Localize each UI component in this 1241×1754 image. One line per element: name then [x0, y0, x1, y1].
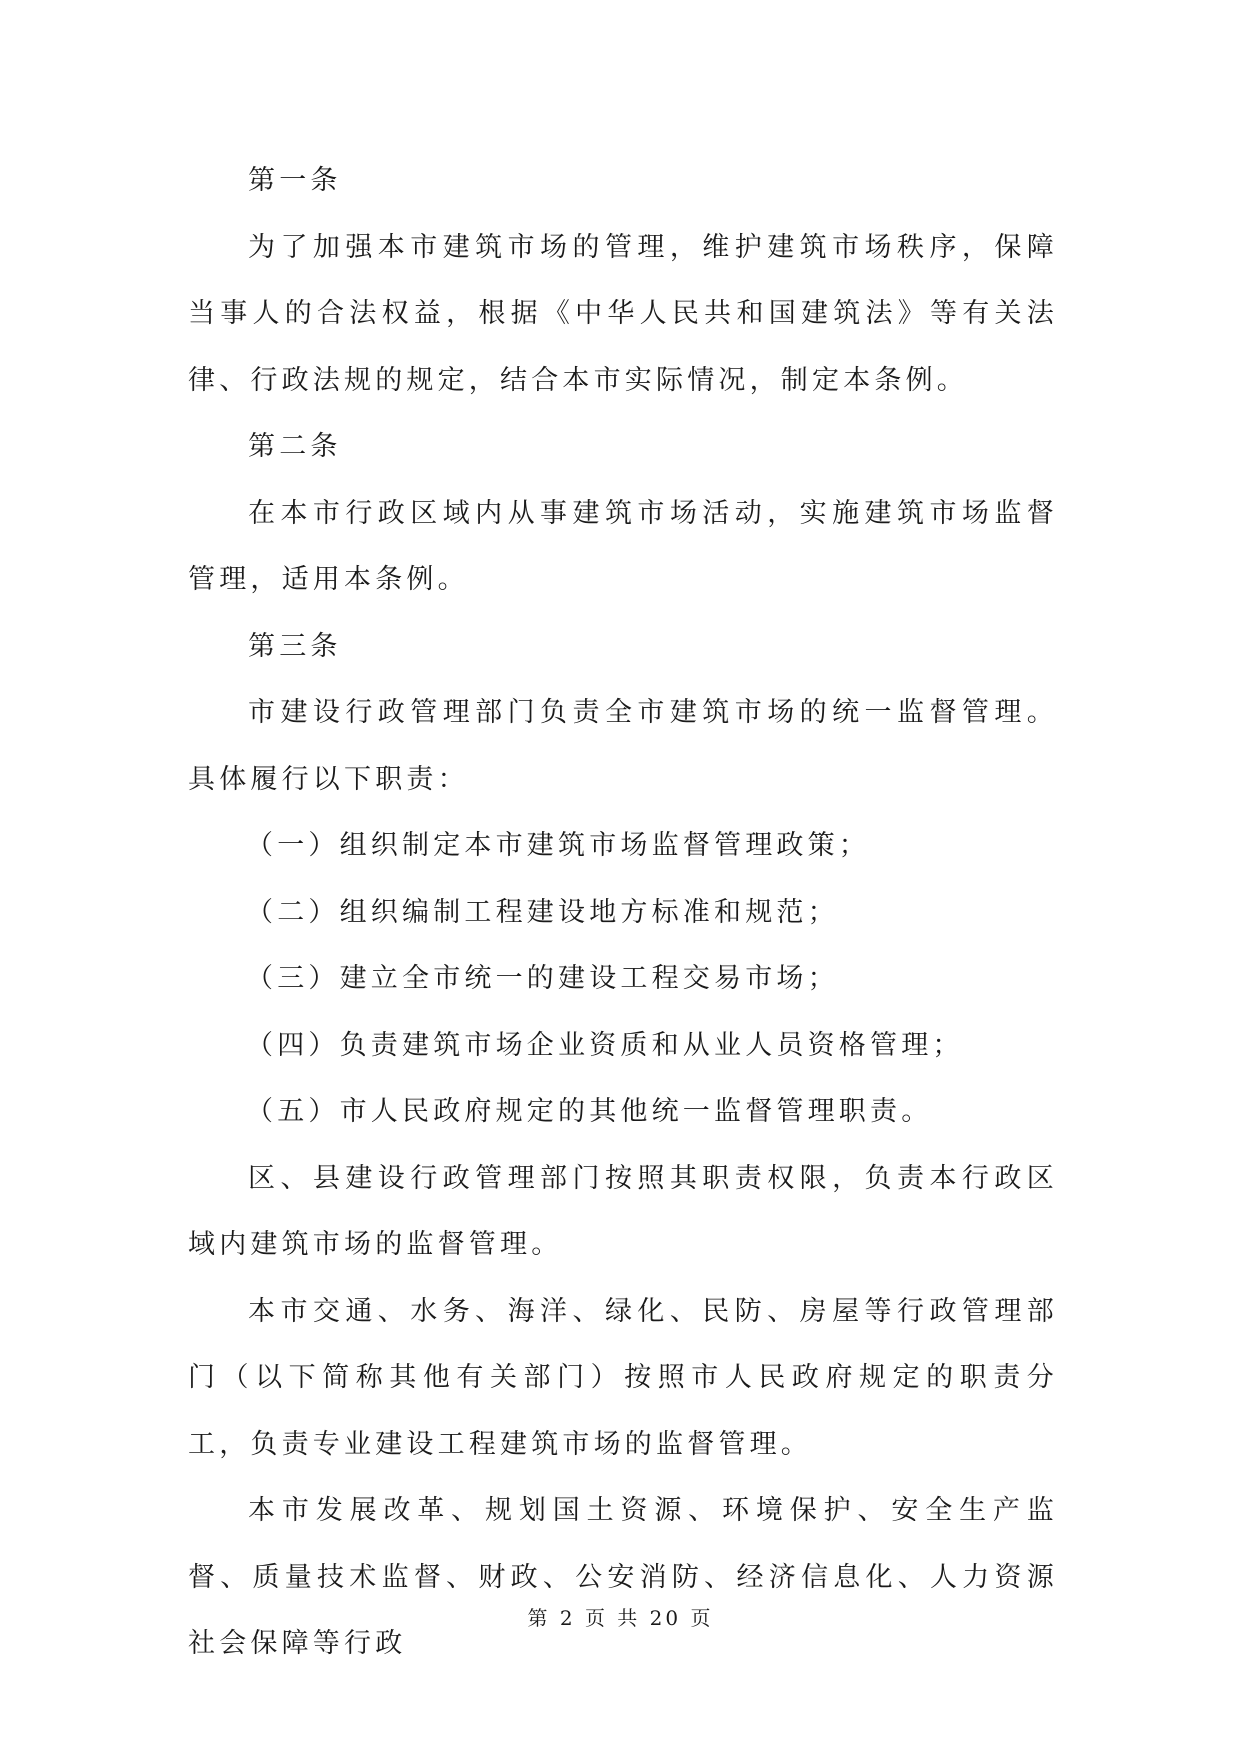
list-item-4: （四）负责建筑市场企业资质和从业人员资格管理； [246, 1029, 964, 1061]
paragraph-1: 为了加强本市建筑市场的管理，维护建筑市场秩序，保障当事人的合法权益，根据《中华人民共和国建筑法》等有关法律、行政法规的规定，结合本市实际情况，制定本条例。 [188, 231, 1058, 396]
list-item-5: （五）市人民政府规定的其他统一监督管理职责。 [246, 1096, 933, 1127]
paragraph-6: 本市发展改革、规划国土资源、环境保护、安全生产监督、质量技术监督、财政、公安消防、经济信息化、人力资源社会保障等行政 [188, 1495, 1058, 1659]
document-body [188, 148, 1058, 1678]
paragraph-2: 在本市行政区域内从事建筑市场活动，实施建筑市场监督管理，适用本条例。 [188, 497, 1058, 595]
list-item-3: （三）建立全市统一的建设工程交易市场； [246, 963, 839, 994]
article-heading-2: 第二条 [248, 431, 342, 462]
article-heading-3: 第三条 [248, 630, 342, 662]
paragraph-3: 市建设行政管理部门负责全市建筑市场的统一监督管理。具体履行以下职责： [188, 697, 1058, 795]
list-item-2: （二）组织编制工程建设地方标准和规范； [246, 896, 839, 928]
paragraph-5: 本市交通、水务、海洋、绿化、民防、房屋等行政管理部门（以下简称其他有关部门）按照市人民政府规定的职责分工，负责专业建设工程建筑市场的监督管理。 [188, 1295, 1058, 1460]
paragraph-4: 区、县建设行政管理部门按照其职责权限，负责本行政区域内建筑市场的监督管理。 [188, 1162, 1058, 1260]
page-footer [0, 1602, 1241, 1631]
page-number-label: 第 2 页 共 20 页 [527, 1606, 714, 1630]
article-heading-1: 第一条 [248, 165, 342, 196]
list-item-1: （一）组织制定本市建筑市场监督管理政策； [246, 830, 870, 861]
